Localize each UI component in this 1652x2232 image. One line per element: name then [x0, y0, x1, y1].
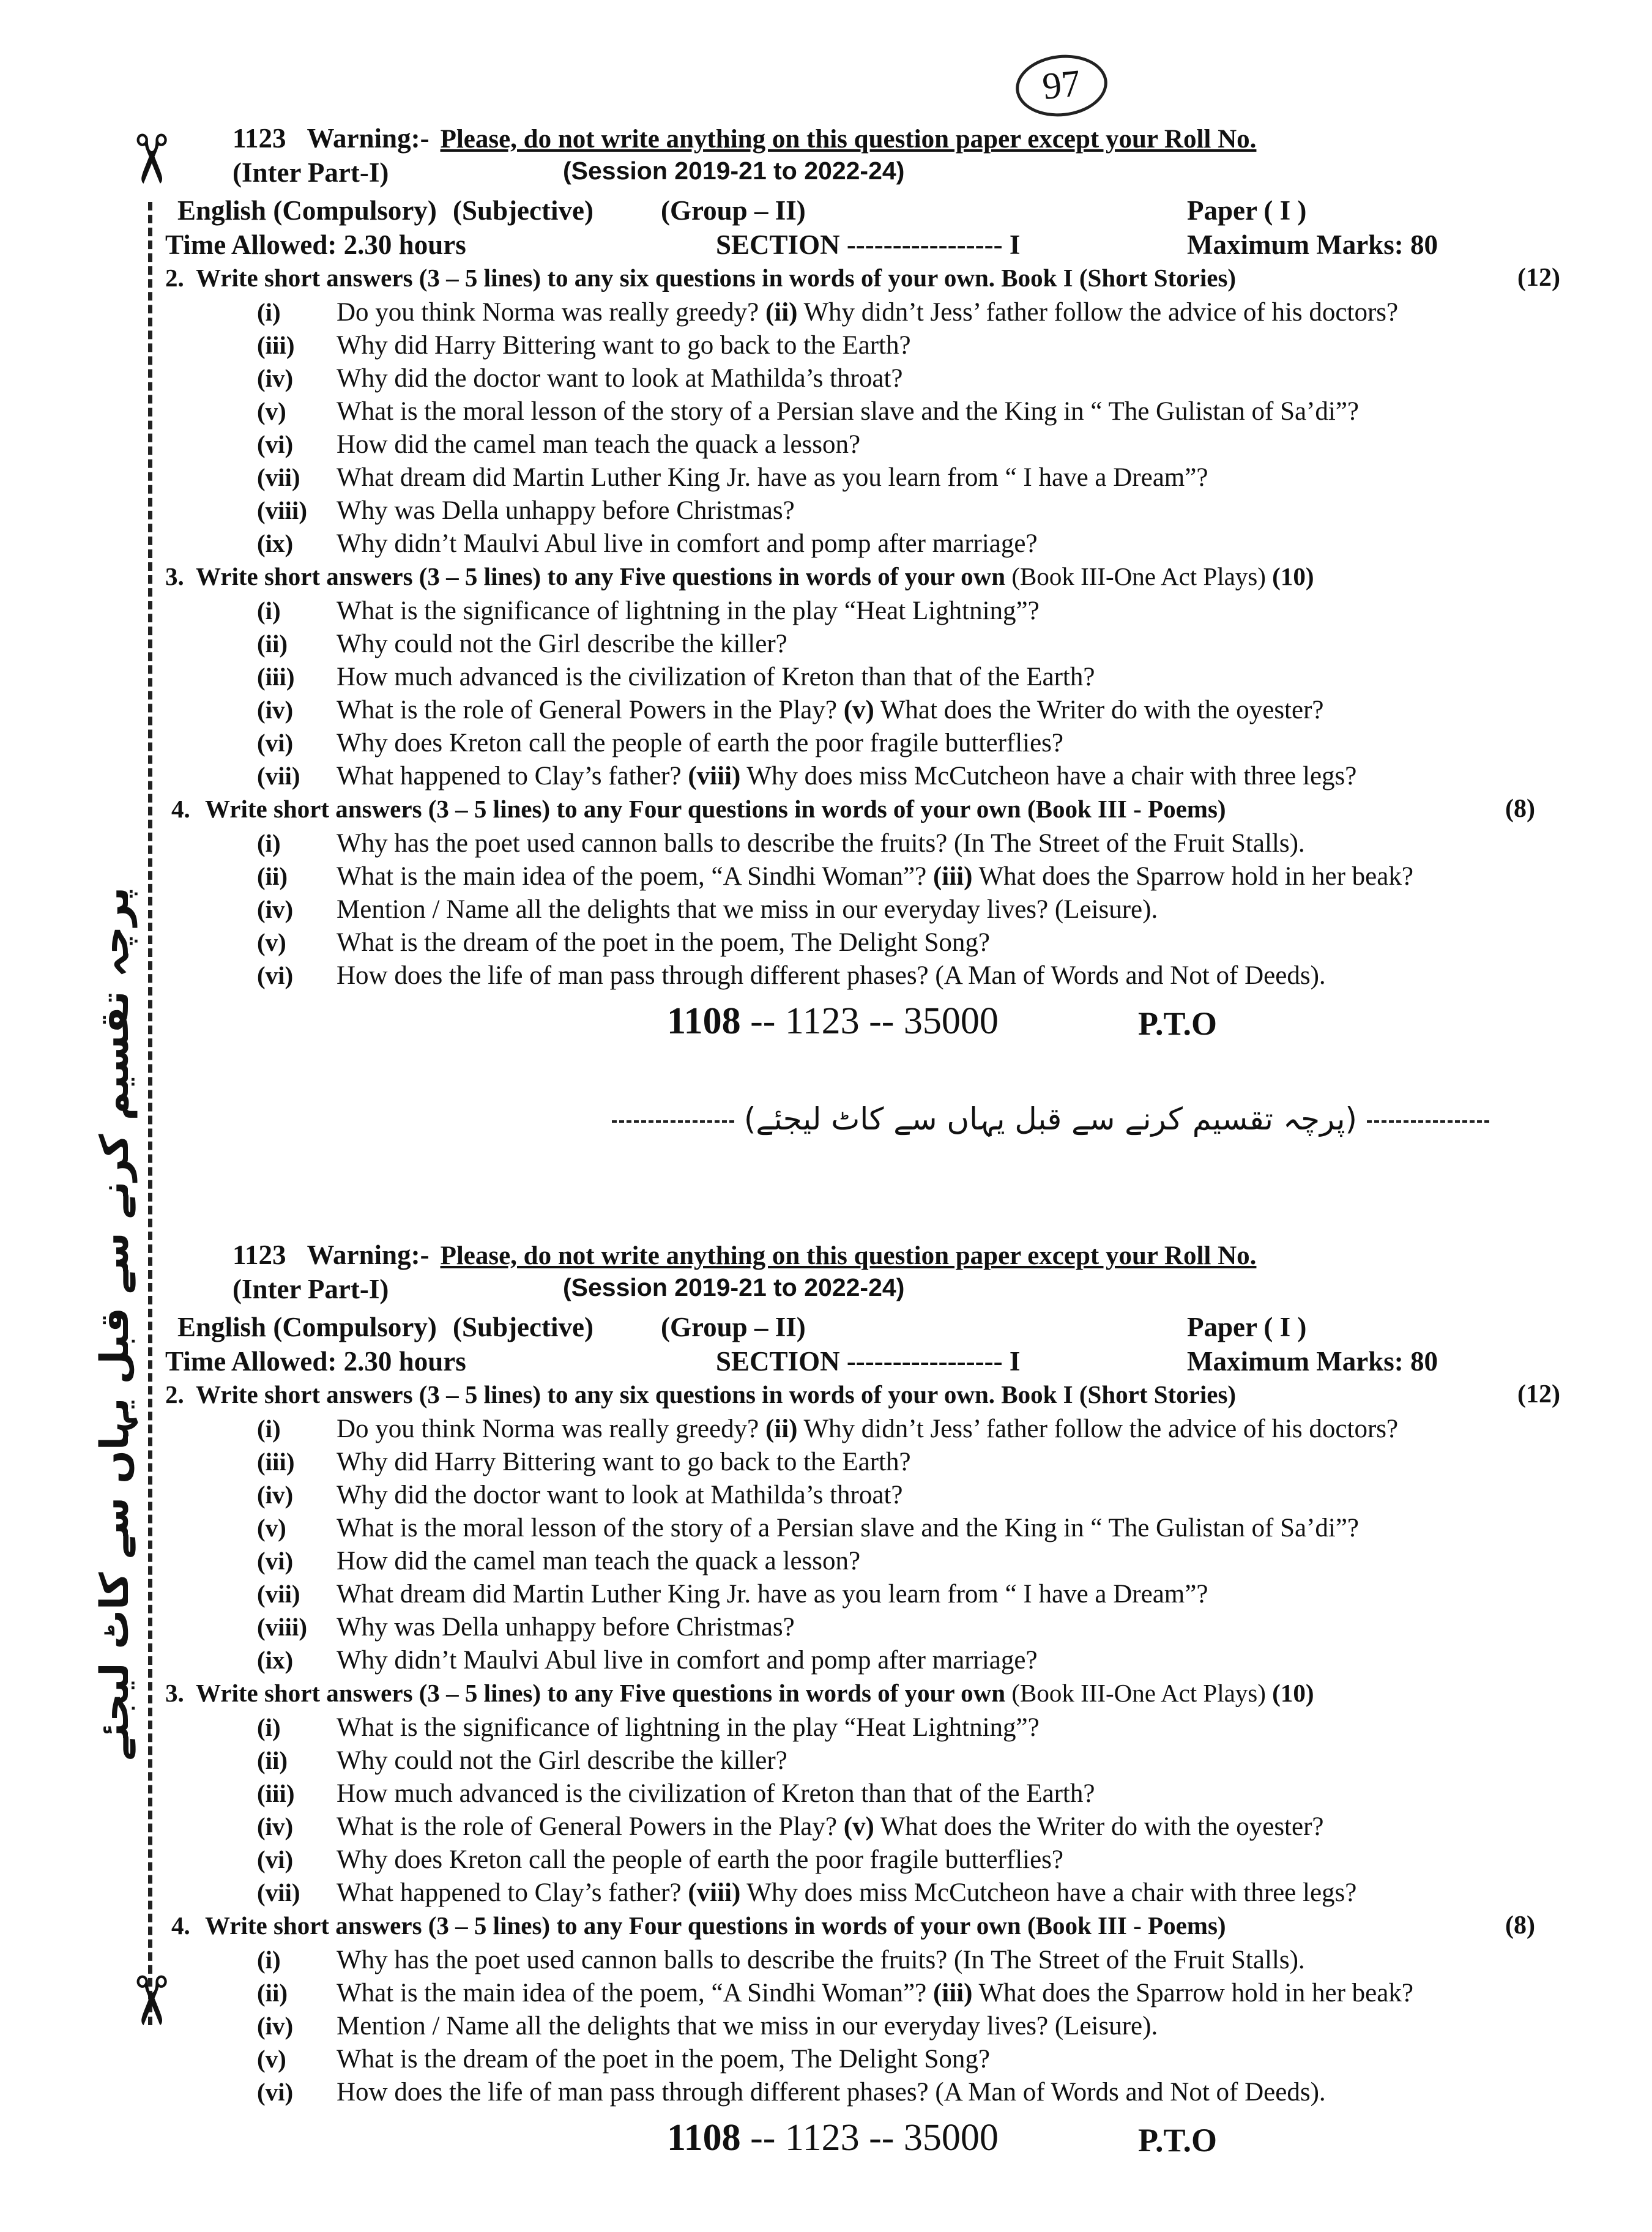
item-number: (i) [257, 298, 281, 326]
question-item [233, 1845, 1579, 1878]
item-question: How did the camel man teach the quack a lesson? [337, 1547, 861, 1575]
item-text [337, 330, 911, 360]
time-line [165, 229, 1579, 263]
footer-code-bold: 1108 [667, 1000, 741, 1042]
item-text [337, 928, 990, 958]
item-number: (iii) [257, 1448, 295, 1476]
warning-line [233, 1239, 1579, 1273]
item-sub-number: (viii) [688, 1878, 741, 1907]
question-item [233, 695, 1579, 728]
item-number: (iii) [257, 1779, 295, 1807]
item-question: What is the significance of lightning in the play “Heat Lightning”? [337, 1713, 1040, 1742]
question-marks: (12) [1517, 1380, 1560, 1408]
item-question: Why has the poet used cannon balls to describe the fruits? (In The Street of the Fruit Stalls). [337, 829, 1305, 858]
question-instruction-text: Write short answers (3 – 5 lines) to any Five questions in words of your own [196, 1679, 1006, 1707]
item-number: (vii) [257, 1580, 300, 1608]
pto-label: P.T.O [1138, 1005, 1218, 1042]
item-sub-number: (v) [843, 1812, 874, 1841]
question-number: 3. [165, 562, 184, 590]
item-question: What is the moral lesson of the story of a Persian slave and the King in “ The Gulistan of Sa’di”? [337, 397, 1360, 426]
question-instruction [196, 1678, 1314, 1708]
item-question: How does the life of man pass through different phases? (A Man of Words and Not of Deeds). [337, 961, 1326, 990]
question-item [233, 761, 1579, 794]
question-book: (Book III-One Act Plays) [1011, 1679, 1266, 1707]
item-question: What happened to Clay’s father? [337, 762, 682, 790]
item-number: (iii) [257, 663, 295, 691]
max-marks: Maximum Marks: 80 [1187, 1346, 1438, 1377]
item-number: (vi) [257, 1547, 294, 1575]
item-text [337, 728, 1063, 758]
question-item [233, 828, 1579, 861]
item-question: What is the role of General Powers in the Play? [337, 1812, 837, 1841]
item-number: (vi) [257, 2078, 294, 2106]
item-sub-question: Why didn’t Jess’ father follow the advice of his doctors? [803, 1415, 1399, 1443]
subject-line [177, 195, 1579, 229]
part-label: (Inter Part-I) [233, 1274, 389, 1304]
item-text [337, 396, 1359, 426]
item-text [337, 1480, 903, 1510]
footer-code-bold: 1108 [667, 2117, 741, 2159]
part-session-line [233, 1273, 1579, 1308]
item-question: Why does Kreton call the people of earth the poor fragile butterflies? [337, 1845, 1064, 1874]
subject: English (Compulsory) [177, 1312, 437, 1342]
question-item [233, 396, 1579, 430]
item-sub-number: (iii) [932, 862, 973, 891]
footer-code-rest: -- 1123 -- 35000 [740, 2117, 999, 2159]
item-text [337, 1546, 860, 1576]
question-item [233, 1779, 1579, 1812]
part-session-line [233, 157, 1579, 191]
item-number: (i) [257, 1713, 281, 1741]
scissors-icon: ✂ [111, 1972, 190, 2029]
item-question: What is the dream of the poet in the poem, The Delight Song? [337, 928, 990, 957]
question-item [233, 861, 1579, 895]
warning-line [233, 122, 1579, 157]
question-heading [165, 263, 1579, 297]
group: (Group – II) [661, 195, 806, 226]
item-question: How does the life of man pass through different phases? (A Man of Words and Not of Deeds). [337, 2078, 1326, 2107]
item-number: (ii) [257, 1979, 288, 2007]
item-number: (viii) [257, 1613, 307, 1641]
question-book: (Book III-One Act Plays) [1011, 562, 1266, 590]
section-label: SECTION ----------------- I [716, 1346, 1021, 1377]
item-text [337, 363, 903, 393]
item-question: Why did the doctor want to look at Mathilda’s throat? [337, 364, 903, 393]
item-number: (iv) [257, 1481, 294, 1509]
time-line [165, 1345, 1579, 1380]
item-sub-number: (ii) [765, 1415, 798, 1443]
section-label: SECTION ----------------- I [716, 229, 1021, 260]
item-number: (vi) [257, 961, 294, 989]
paper-number: Paper ( I ) [1187, 195, 1307, 226]
item-text [337, 596, 1040, 626]
question-item [233, 1447, 1579, 1480]
item-question: What dream did Martin Luther King Jr. have as you learn from “ I have a Dream”? [337, 463, 1208, 492]
item-number: (vi) [257, 729, 294, 757]
item-text [337, 895, 1158, 924]
paper-number: Paper ( I ) [1187, 1312, 1307, 1342]
paper-code: 1123 [233, 123, 286, 154]
item-question: Why does Kreton call the people of earth the poor fragile butterflies? [337, 729, 1064, 757]
item-number: (v) [257, 928, 286, 956]
item-question: Why could not the Girl describe the killer? [337, 630, 787, 658]
item-text [337, 1812, 1324, 1842]
question-item [233, 1513, 1579, 1546]
question-item [233, 463, 1579, 496]
question-marks: (8) [1505, 795, 1535, 823]
item-text [337, 861, 1413, 891]
question-item [233, 1978, 1579, 2011]
question-item [233, 629, 1579, 662]
item-text [337, 496, 795, 526]
time-allowed: Time Allowed: 2.30 hours [165, 229, 466, 260]
item-text [337, 529, 1038, 559]
question-number: 4. [171, 795, 190, 823]
item-text [337, 297, 1398, 327]
footer [233, 1000, 1579, 1049]
item-number: (ix) [257, 1646, 294, 1674]
item-text [337, 961, 1326, 991]
item-question: Why could not the Girl describe the killer? [337, 1746, 787, 1775]
question-instruction: Write short answers (3 – 5 lines) to any Four questions in words of your own (Book III - Poems) [205, 1911, 1226, 1940]
item-number: (iv) [257, 1812, 294, 1840]
question-number: 2. [165, 264, 184, 292]
item-text [337, 2044, 990, 2074]
item-text [337, 1447, 911, 1477]
question-number: 4. [171, 1911, 190, 1940]
session-label: (Session 2019-21 to 2022-24) [563, 157, 905, 185]
warning-text: Please, do not write anything on this question paper except your Roll No. [440, 1241, 1257, 1270]
question-item [233, 1645, 1579, 1678]
question-item [233, 363, 1579, 396]
question-instruction: Write short answers (3 – 5 lines) to any Four questions in words of your own (Book III - Poems) [205, 795, 1226, 823]
question-item [233, 1414, 1579, 1447]
footer [233, 2116, 1579, 2165]
item-question: How did the camel man teach the quack a lesson? [337, 430, 861, 459]
item-number: (i) [257, 1946, 281, 1974]
part-label: (Inter Part-I) [233, 157, 389, 188]
subject-line [177, 1311, 1579, 1345]
item-text [337, 1612, 795, 1642]
item-question: Why was Della unhappy before Christmas? [337, 1613, 795, 1642]
item-sub-number: (ii) [765, 298, 798, 327]
question-marks: (12) [1517, 264, 1560, 292]
item-text [337, 463, 1208, 493]
item-question: Mention / Name all the delights that we miss in our everyday lives? (Leisure). [337, 2012, 1158, 2040]
question-paper-copy [165, 122, 1579, 1049]
item-text [337, 1845, 1063, 1875]
item-number: (iii) [257, 331, 295, 359]
question-item [233, 1878, 1579, 1911]
item-number: (vi) [257, 1845, 294, 1873]
item-text [337, 1746, 787, 1776]
question-item [233, 1713, 1579, 1746]
question-item [233, 1579, 1579, 1612]
item-text [337, 2077, 1326, 2107]
question-item [233, 662, 1579, 695]
question-heading [165, 1380, 1579, 1414]
item-question: What is the main idea of the poem, “A Sindhi Woman”? [337, 1979, 927, 2007]
item-sub-number: (iii) [932, 1979, 973, 2007]
item-question: How much advanced is the civilization of Kreton than that of the Earth? [337, 1779, 1095, 1808]
cut-line [148, 202, 152, 2025]
item-number: (ix) [257, 529, 294, 557]
scissors-icon: ✂ [111, 130, 190, 188]
item-text [337, 1645, 1038, 1675]
item-text [337, 430, 860, 459]
cut-instruction-text: (پرچہ تقسیم کرنے سے قبل یہاں سے کاٹ لیجئے) [743, 1101, 1358, 1137]
item-number: (i) [257, 597, 281, 625]
question-heading [171, 1911, 1579, 1945]
item-sub-question: What does the Writer do with the oyester? [880, 696, 1324, 724]
question-heading [165, 562, 1579, 596]
session-label: (Session 2019-21 to 2022-24) [563, 1273, 905, 1301]
item-text [337, 1978, 1413, 2008]
item-question: Do you think Norma was really greedy? [337, 298, 759, 327]
item-number: (ii) [257, 862, 288, 890]
item-number: (v) [257, 1514, 286, 1542]
item-number: (vi) [257, 430, 294, 458]
question-item [233, 928, 1579, 961]
item-number: (vii) [257, 1878, 300, 1906]
question-instruction [196, 562, 1314, 591]
item-text [337, 695, 1324, 725]
subject: English (Compulsory) [177, 195, 437, 226]
page-number: 97 [1013, 50, 1111, 121]
item-text [337, 1878, 1356, 1908]
question-marks: (10) [1272, 1679, 1314, 1707]
question-item [233, 1812, 1579, 1845]
item-question: Why has the poet used cannon balls to describe the fruits? (In The Street of the Fruit Stalls). [337, 1946, 1305, 1974]
item-number: (iv) [257, 2012, 294, 2040]
question-item [233, 2044, 1579, 2077]
item-sub-number: (viii) [688, 762, 741, 790]
item-question: What happened to Clay’s father? [337, 1878, 682, 1907]
warning-label: Warning:- [307, 1240, 430, 1270]
item-number: (ii) [257, 1746, 288, 1774]
item-number: (iv) [257, 895, 294, 923]
item-question: Why did Harry Bittering want to go back to the Earth? [337, 331, 911, 360]
item-question: What dream did Martin Luther King Jr. have as you learn from “ I have a Dream”? [337, 1580, 1208, 1609]
question-instruction: Write short answers (3 – 5 lines) to any six questions in words of your own. Book I (Short Stories) [196, 264, 1237, 292]
item-sub-question: What does the Sparrow hold in her beak? [978, 1979, 1413, 2007]
item-number: (i) [257, 829, 281, 857]
item-number: (i) [257, 1415, 281, 1443]
question-number: 2. [165, 1380, 184, 1408]
question-marks: (8) [1505, 1911, 1535, 1940]
question-paper-copy [165, 1239, 1579, 2165]
item-sub-question: Why does miss McCutcheon have a chair with three legs? [746, 1878, 1357, 1907]
dash-left [612, 1120, 734, 1123]
item-text [337, 761, 1356, 791]
question-item [233, 2077, 1579, 2110]
warning-text: Please, do not write anything on this question paper except your Roll No. [440, 125, 1257, 154]
item-sub-question: What does the Sparrow hold in her beak? [978, 862, 1413, 891]
item-question: Why did the doctor want to look at Mathilda’s throat? [337, 1481, 903, 1509]
question-item [233, 2011, 1579, 2044]
item-text [337, 1713, 1040, 1743]
footer-code [667, 1000, 999, 1043]
footer-code-rest: -- 1123 -- 35000 [740, 1000, 999, 1042]
paper-code: 1123 [233, 1240, 286, 1270]
question-item [233, 596, 1579, 629]
question-item [233, 529, 1579, 562]
question-item [233, 297, 1579, 330]
item-sub-number: (v) [843, 696, 874, 724]
item-text [337, 1945, 1305, 1975]
item-number: (vii) [257, 463, 300, 491]
question-item [233, 496, 1579, 529]
item-number: (ii) [257, 630, 288, 658]
question-item [233, 330, 1579, 363]
item-question: What is the moral lesson of the story of a Persian slave and the King in “ The Gulistan of Sa’di”? [337, 1514, 1360, 1542]
question-instruction-text: Write short answers (3 – 5 lines) to any Five questions in words of your own [196, 562, 1006, 590]
item-question: Why didn’t Maulvi Abul live in comfort and pomp after marriage? [337, 1646, 1038, 1675]
cut-instruction [612, 1101, 1358, 1150]
dash-right [1367, 1120, 1489, 1123]
item-sub-question: Why didn’t Jess’ father follow the advice of his doctors? [803, 298, 1399, 327]
item-sub-question: What does the Writer do with the oyester? [880, 1812, 1324, 1841]
item-question: Why was Della unhappy before Christmas? [337, 496, 795, 525]
question-heading [171, 794, 1579, 828]
item-question: Why didn’t Maulvi Abul live in comfort and pomp after marriage? [337, 529, 1038, 558]
item-number: (viii) [257, 496, 307, 524]
question-heading [165, 1678, 1579, 1713]
question-item [233, 961, 1579, 994]
item-sub-question: Why does miss McCutcheon have a chair with three legs? [746, 762, 1357, 790]
paper-type: (Subjective) [453, 1312, 593, 1342]
item-question: How much advanced is the civilization of Kreton than that of the Earth? [337, 663, 1095, 691]
paper-type: (Subjective) [453, 195, 593, 226]
item-text [337, 662, 1095, 692]
item-text [337, 828, 1305, 858]
item-number: (iv) [257, 696, 294, 724]
item-question: Do you think Norma was really greedy? [337, 1415, 759, 1443]
max-marks: Maximum Marks: 80 [1187, 229, 1438, 260]
item-text [337, 1779, 1095, 1809]
question-item [233, 1612, 1579, 1645]
question-instruction: Write short answers (3 – 5 lines) to any six questions in words of your own. Book I (Short Stories) [196, 1380, 1237, 1408]
side-cut-instruction: پرچہ تقسیم کرنے سے قبل یہاں سے کاٹ لیجئے [92, 887, 138, 1761]
item-number: (v) [257, 2045, 286, 2073]
question-marks: (10) [1272, 562, 1314, 590]
question-item [233, 1480, 1579, 1513]
item-text [337, 629, 787, 659]
time-allowed: Time Allowed: 2.30 hours [165, 1346, 466, 1377]
item-number: (v) [257, 397, 286, 425]
footer-code [667, 2116, 999, 2160]
group: (Group – II) [661, 1312, 806, 1342]
item-question: What is the significance of lightning in the play “Heat Lightning”? [337, 597, 1040, 625]
question-item [233, 895, 1579, 928]
item-question: What is the main idea of the poem, “A Sindhi Woman”? [337, 862, 927, 891]
item-question: Why did Harry Bittering want to go back to the Earth? [337, 1448, 911, 1476]
item-text [337, 1414, 1398, 1444]
warning-label: Warning:- [307, 123, 430, 154]
item-number: (iv) [257, 364, 294, 392]
question-item [233, 430, 1579, 463]
item-text [337, 2011, 1158, 2041]
item-text [337, 1513, 1359, 1543]
item-question: What is the role of General Powers in the Play? [337, 696, 837, 724]
item-question: What is the dream of the poet in the poem, The Delight Song? [337, 2045, 990, 2074]
item-question: Mention / Name all the delights that we miss in our everyday lives? (Leisure). [337, 895, 1158, 924]
question-item [233, 1546, 1579, 1579]
question-item [233, 1945, 1579, 1978]
question-item [233, 728, 1579, 761]
question-number: 3. [165, 1679, 184, 1707]
pto-label: P.T.O [1138, 2122, 1218, 2159]
item-text [337, 1579, 1208, 1609]
question-item [233, 1746, 1579, 1779]
item-number: (vii) [257, 762, 300, 790]
